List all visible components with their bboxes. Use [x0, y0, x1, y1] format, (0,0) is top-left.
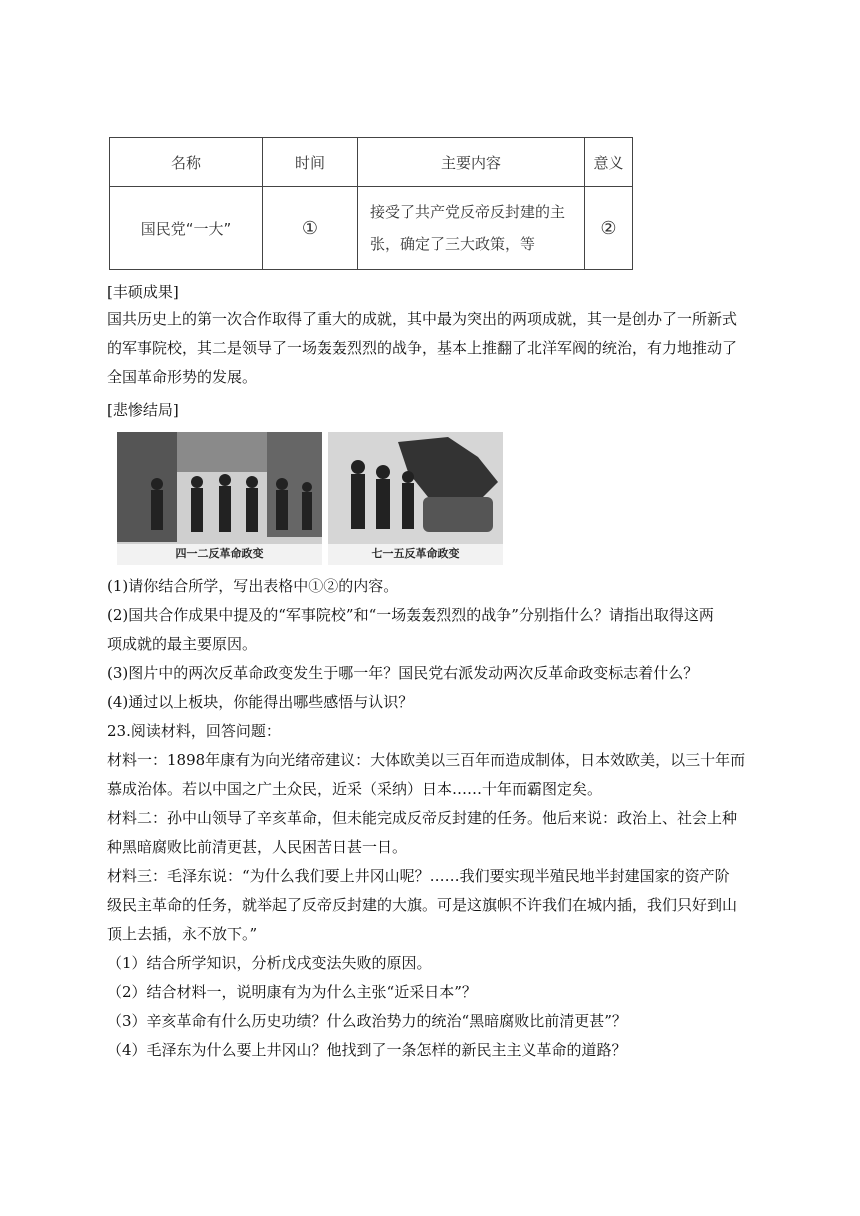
section-heading-results: [丰硕成果] [107, 283, 179, 301]
table-cell-time: ① [263, 187, 358, 270]
material-line: 材料一：1898年康有为向光绪帝建议：大体欧美以三百年而造成制体，日本效欧美，以三十年而 [107, 751, 746, 769]
question-title: 23.阅读材料，回答问题： [107, 722, 281, 740]
material-line: 材料三：毛泽东说：“为什么我们要上井冈山呢？……我们要实现半殖民地半封建国家的资产阶 [107, 867, 730, 885]
material-line: 慕成治体。若以中国之广土众民，近采（采纳）日本……十年而霸图定矣。 [107, 780, 603, 798]
question-line: （2）结合材料一，说明康有为为什么主张“近采日本”？ [107, 983, 477, 1001]
question-line: 项成就的最主要原因。 [107, 635, 258, 653]
question-line: （4）毛泽东为什么要上井冈山？他找到了一条怎样的新民主主义革命的道路？ [107, 1041, 627, 1059]
material-line: 级民主革命的任务，就举起了反帝反封建的大旗。可是这旗帜不许我们在城内插，我们只好到山 [107, 896, 738, 914]
content-line: 接受了共产党反帝反封建的主 [370, 203, 566, 221]
history-table [109, 137, 633, 270]
photo-412-coup [117, 432, 322, 565]
table-cell-content [358, 187, 585, 270]
table-header: 名称 [110, 138, 263, 187]
question-23 [107, 717, 767, 1065]
photo-715-coup [328, 432, 503, 565]
table-cell-significance: ② [585, 187, 633, 270]
material-line: 顶上去插，永不放下。” [107, 925, 258, 943]
content-line: 张，确定了三大政策，等 [370, 235, 536, 253]
question-line: （1）结合所学知识，分析戊戌变法失败的原因。 [107, 954, 432, 972]
results-paragraph [107, 305, 767, 392]
table-cell-name: 国民党“一大” [110, 187, 263, 270]
table-header: 意义 [585, 138, 633, 187]
section-heading-tragic: [悲惨结局] [107, 401, 179, 419]
material-line: 种黑暗腐败比前清更甚，人民困苦日甚一日。 [107, 838, 408, 856]
question-line: (1)请你结合所学，写出表格中①②的内容。 [107, 577, 399, 595]
photo-caption: 七一五反革命政变 [371, 547, 460, 560]
question-line: (4)通过以上板块，你能得出哪些感悟与认识？ [107, 693, 414, 711]
question-line: （3）辛亥革命有什么历史功绩？什么政治势力的统治“黑暗腐败比前清更甚”？ [107, 1012, 627, 1030]
table-header: 主要内容 [358, 138, 585, 187]
table-header-row [110, 138, 633, 187]
question-line: (3)图片中的两次反革命政变发生于哪一年？国民党右派发动两次反革命政变标志着什么？ [107, 664, 699, 682]
table-row [110, 187, 633, 270]
table-header: 时间 [263, 138, 358, 187]
photo-caption: 四一二反革命政变 [175, 547, 264, 560]
text-line: 的军事院校，其二是领导了一场轰轰烈烈的战争，基本上推翻了北洋军阀的统治，有力地推动了 [107, 339, 738, 357]
question-line: (2)国共合作成果中提及的“军事院校”和“一场轰轰烈烈的战争”分别指什么？请指出取得这两 [107, 606, 714, 624]
text-line: 全国革命形势的发展。 [107, 368, 258, 386]
text-line: 国共历史上的第一次合作取得了重大的成就，其中最为突出的两项成就，其一是创办了一所新式 [107, 310, 738, 328]
material-line: 材料二：孙中山领导了辛亥革命，但未能完成反帝反封建的任务。他后来说：政治上、社会上种 [107, 809, 738, 827]
questions-22 [107, 572, 767, 717]
